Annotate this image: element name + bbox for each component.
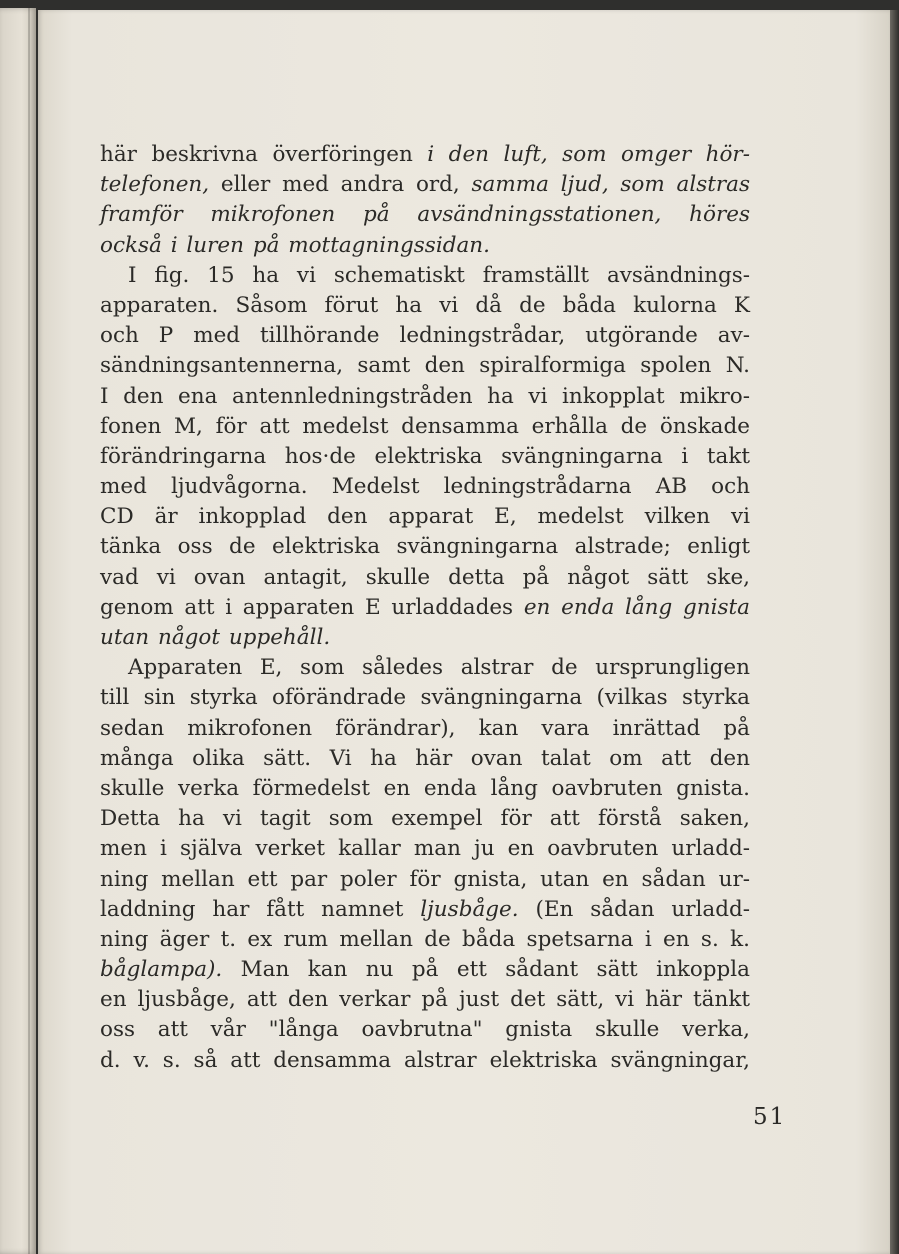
italic-text-segment: ljusbåge. (420, 896, 519, 922)
text-line (100, 532, 750, 562)
text-line (100, 955, 750, 985)
text-segment: Man kan nu på ett sådant sätt inkoppla (222, 957, 750, 983)
text-segment: förändringarna hos·de elektriska svängningarna i takt (100, 443, 750, 469)
page-fold (28, 8, 30, 1254)
text-segment: laddning har fått namnet (100, 896, 421, 922)
text-line (100, 200, 750, 230)
italic-text-segment: i den luft, som omger hör- (427, 142, 750, 167)
italic-text-segment: samma ljud, som alstras (471, 172, 750, 198)
text-segment: många olika sätt. Vi ha här ovan talat om att den (100, 745, 750, 771)
cover-edge (890, 10, 899, 1254)
text-segment: skulle verka förmedelst en enda lång oavbruten gnista. (100, 775, 750, 801)
text-line (100, 834, 750, 864)
text-line (100, 321, 750, 351)
italic-text-segment: utan något uppehåll. (100, 625, 331, 650)
text-segment: ning äger t. ex rum mellan de båda spetsarna i en s. k. (100, 926, 750, 952)
text-segment: och P med tillhörande ledningstrådar, utgörande av- (100, 323, 750, 349)
text-segment: Detta ha vi tagit som exempel för att förstå saken, (100, 806, 750, 832)
body-text (100, 140, 750, 1076)
text-line (100, 472, 750, 502)
text-segment: I fig. 15 ha vi schematiskt framställt avsändnings- (128, 262, 750, 288)
text-segment: Apparaten E, som således alstrar de ursprungligen (128, 655, 750, 681)
text-segment: sedan mikrofonen förändrar), kan vara inrättad på (100, 715, 750, 741)
text-line (100, 1046, 750, 1076)
text-line (100, 563, 750, 593)
text-segment: genom att i apparaten E urladdades (100, 594, 524, 620)
text-segment: ning mellan ett par poler för gnista, utan en sådan ur- (100, 866, 750, 892)
text-line (100, 261, 750, 291)
text-segment: vad vi ovan antagit, skulle detta på något sätt ske, (100, 564, 750, 590)
italic-text-segment: också i luren på mottagningssidan. (100, 232, 490, 258)
text-line (100, 925, 750, 955)
text-segment: med ljudvågorna. Medelst ledningstrådarna AB och (100, 474, 750, 500)
italic-text-segment: framför mikrofonen på avsändningsstationen, höres (100, 202, 750, 228)
text-line (100, 865, 750, 895)
text-line (100, 985, 750, 1015)
text-segment: oss att vår "långa oavbrutna" gnista skulle verka, (100, 1017, 750, 1043)
text-line (100, 623, 750, 653)
text-line (100, 382, 750, 412)
facing-page-edge (0, 8, 36, 1254)
text-line (100, 593, 750, 623)
text-line (100, 714, 750, 744)
text-line (100, 140, 750, 170)
text-line (100, 351, 750, 381)
text-line (100, 744, 750, 774)
text-line (100, 170, 750, 200)
text-segment: men i själva verket kallar man ju en oavbruten urladd- (100, 836, 750, 862)
text-segment: CD är inkopplad den apparat E, medelst vilken vi (100, 504, 750, 530)
page-number: 51 (753, 1104, 787, 1130)
text-line (100, 683, 750, 713)
text-line (100, 895, 750, 925)
text-line (100, 653, 750, 683)
text-segment: tänka oss de elektriska svängningarna alstrade; enligt (100, 534, 750, 560)
italic-text-segment: telefonen, (100, 172, 210, 198)
text-line (100, 774, 750, 804)
text-line (100, 804, 750, 834)
text-line (100, 442, 750, 472)
text-segment: här beskrivna överföringen (100, 142, 428, 167)
text-segment: d. v. s. så att densamma alstrar elektriska svängningar, (100, 1047, 750, 1073)
text-segment: fonen M, för att medelst densamma erhålla de önskade (100, 413, 750, 439)
text-line (100, 502, 750, 532)
text-segment: en ljusbåge, att den verkar på just det sätt, vi här tänkt (100, 987, 750, 1013)
italic-text-segment: båglampa). (100, 957, 223, 983)
italic-text-segment: en enda lång gnista (523, 594, 750, 620)
text-segment: till sin styrka oförändrade svängningarna (vilkas styrka (100, 685, 750, 711)
text-line (100, 231, 750, 261)
text-segment: (En sådan urladd- (518, 896, 750, 922)
text-segment: sändningsantennerna, samt den spiralformiga spolen N. (100, 353, 750, 379)
text-line (100, 291, 750, 321)
text-line (100, 1015, 750, 1045)
text-segment: eller med andra ord, (209, 172, 472, 198)
text-segment: apparaten. Såsom förut ha vi då de båda kulorna K (100, 292, 750, 318)
text-segment: I den ena antennledningstråden ha vi inkopplat mikro- (100, 383, 750, 409)
text-line (100, 412, 750, 442)
